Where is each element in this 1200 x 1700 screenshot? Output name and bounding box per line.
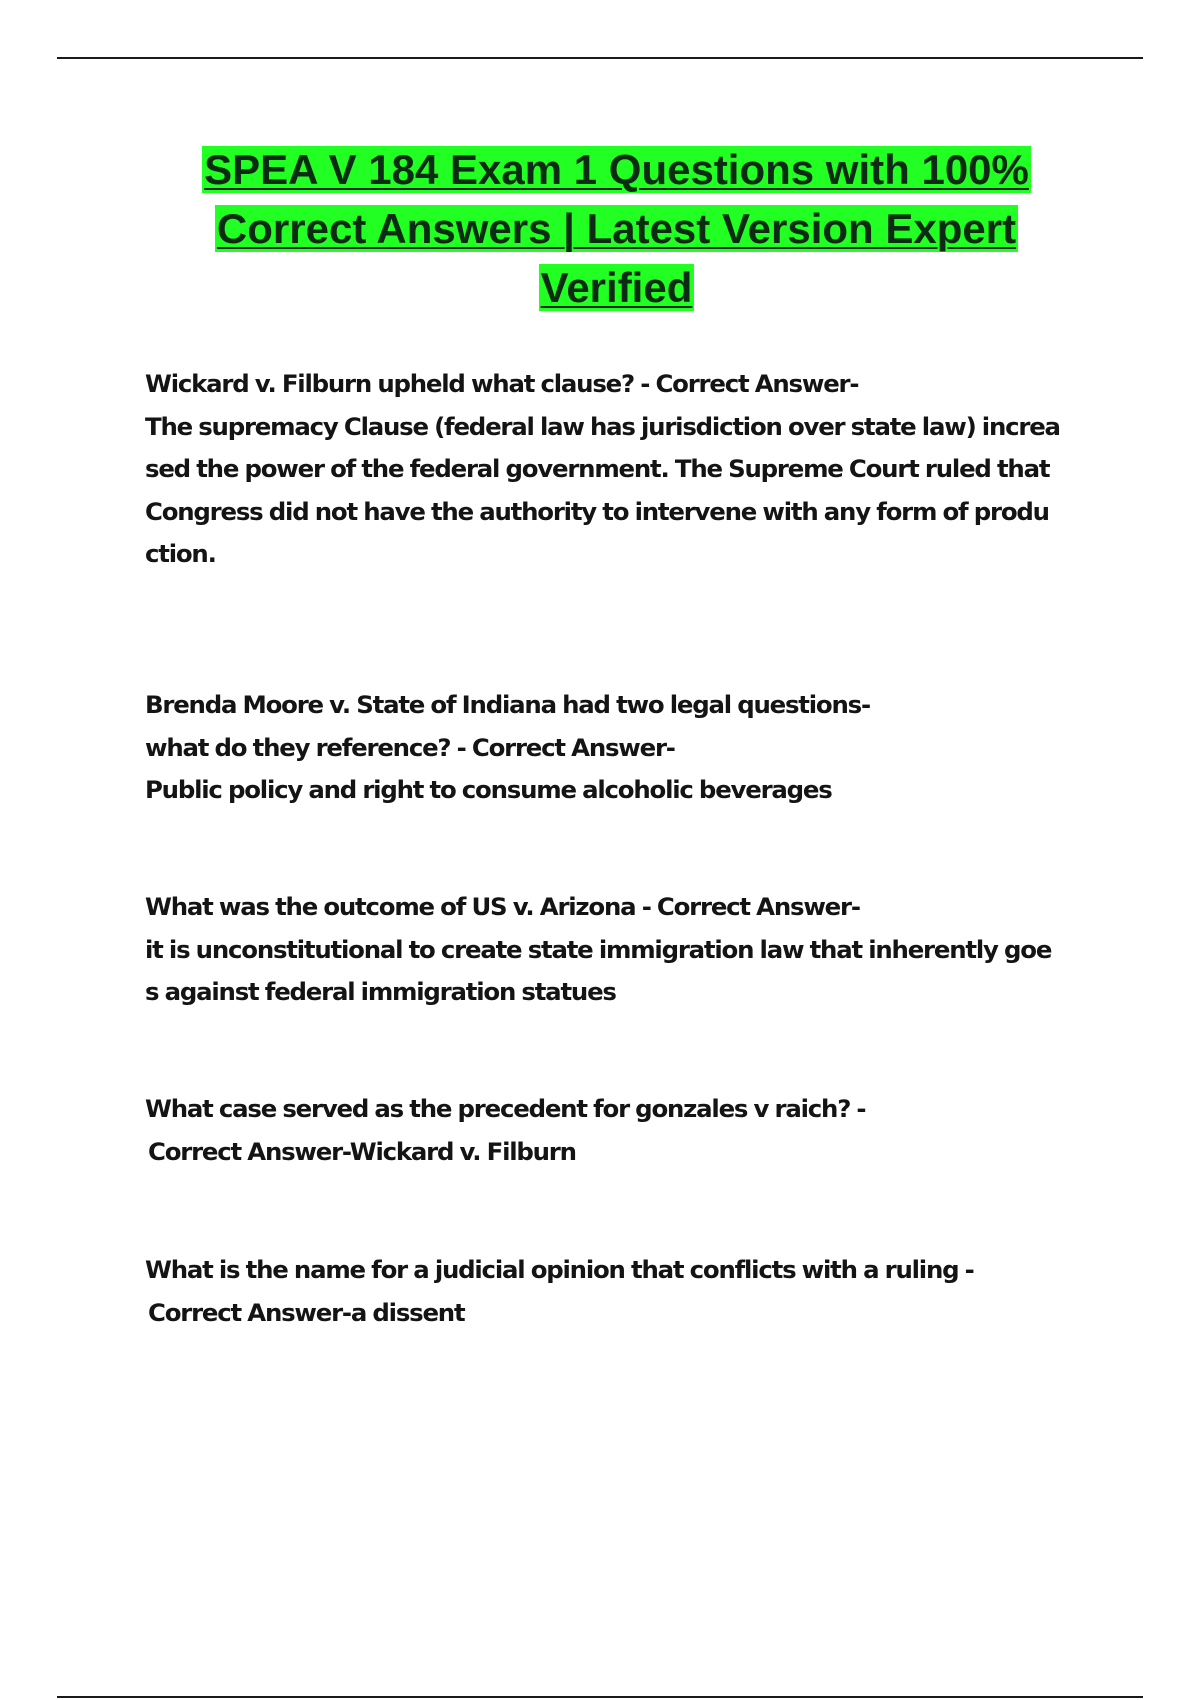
qa-line: sed the power of the federal government. The Supreme Court ruled that xyxy=(145,454,1050,483)
qa-line: What case served as the precedent for gonzales v raich? - xyxy=(145,1094,866,1123)
qa-line: s against federal immigration statues xyxy=(145,977,616,1006)
qa-item-gonzales-precedent xyxy=(145,1088,1095,1173)
document-title xyxy=(150,140,1083,317)
qa-line: Correct Answer-a dissent xyxy=(148,1297,465,1327)
title-line-3: Verified xyxy=(540,264,693,311)
qa-item-us-v-arizona xyxy=(145,886,1095,1014)
qa-item-brenda-moore xyxy=(145,684,1095,812)
qa-line: Wickard v. Filburn upheld what clause? - Correct Answer- xyxy=(145,369,859,398)
qa-line: it is unconstitutional to create state immigration law that inherently goe xyxy=(145,934,1052,964)
qa-item-dissent xyxy=(145,1249,1095,1334)
qa-line: What is the name for a judicial opinion that conflicts with a ruling - xyxy=(145,1255,974,1284)
qa-line: what do they reference? - Correct Answer- xyxy=(145,732,675,762)
qa-line: The supremacy Clause (federal law has jurisdiction over state law) increa xyxy=(145,411,1060,441)
top-rule xyxy=(57,57,1143,59)
qa-line: Public policy and right to consume alcoholic beverages xyxy=(145,775,832,804)
qa-line: What was the outcome of US v. Arizona - Correct Answer- xyxy=(145,892,860,921)
qa-line: Brenda Moore v. State of Indiana had two legal questions- xyxy=(145,690,870,719)
qa-line: ction. xyxy=(145,539,216,568)
bottom-rule xyxy=(57,1696,1143,1698)
qa-item-wickard-clause xyxy=(145,363,1095,576)
title-line-2: Correct Answers | Latest Version Expert xyxy=(216,205,1017,252)
title-line-1: SPEA V 184 Exam 1 Questions with 100% xyxy=(204,146,1029,193)
qa-line: Congress did not have the authority to intervene with any form of produ xyxy=(145,496,1049,526)
qa-line: Correct Answer-Wickard v. Filburn xyxy=(148,1136,576,1166)
